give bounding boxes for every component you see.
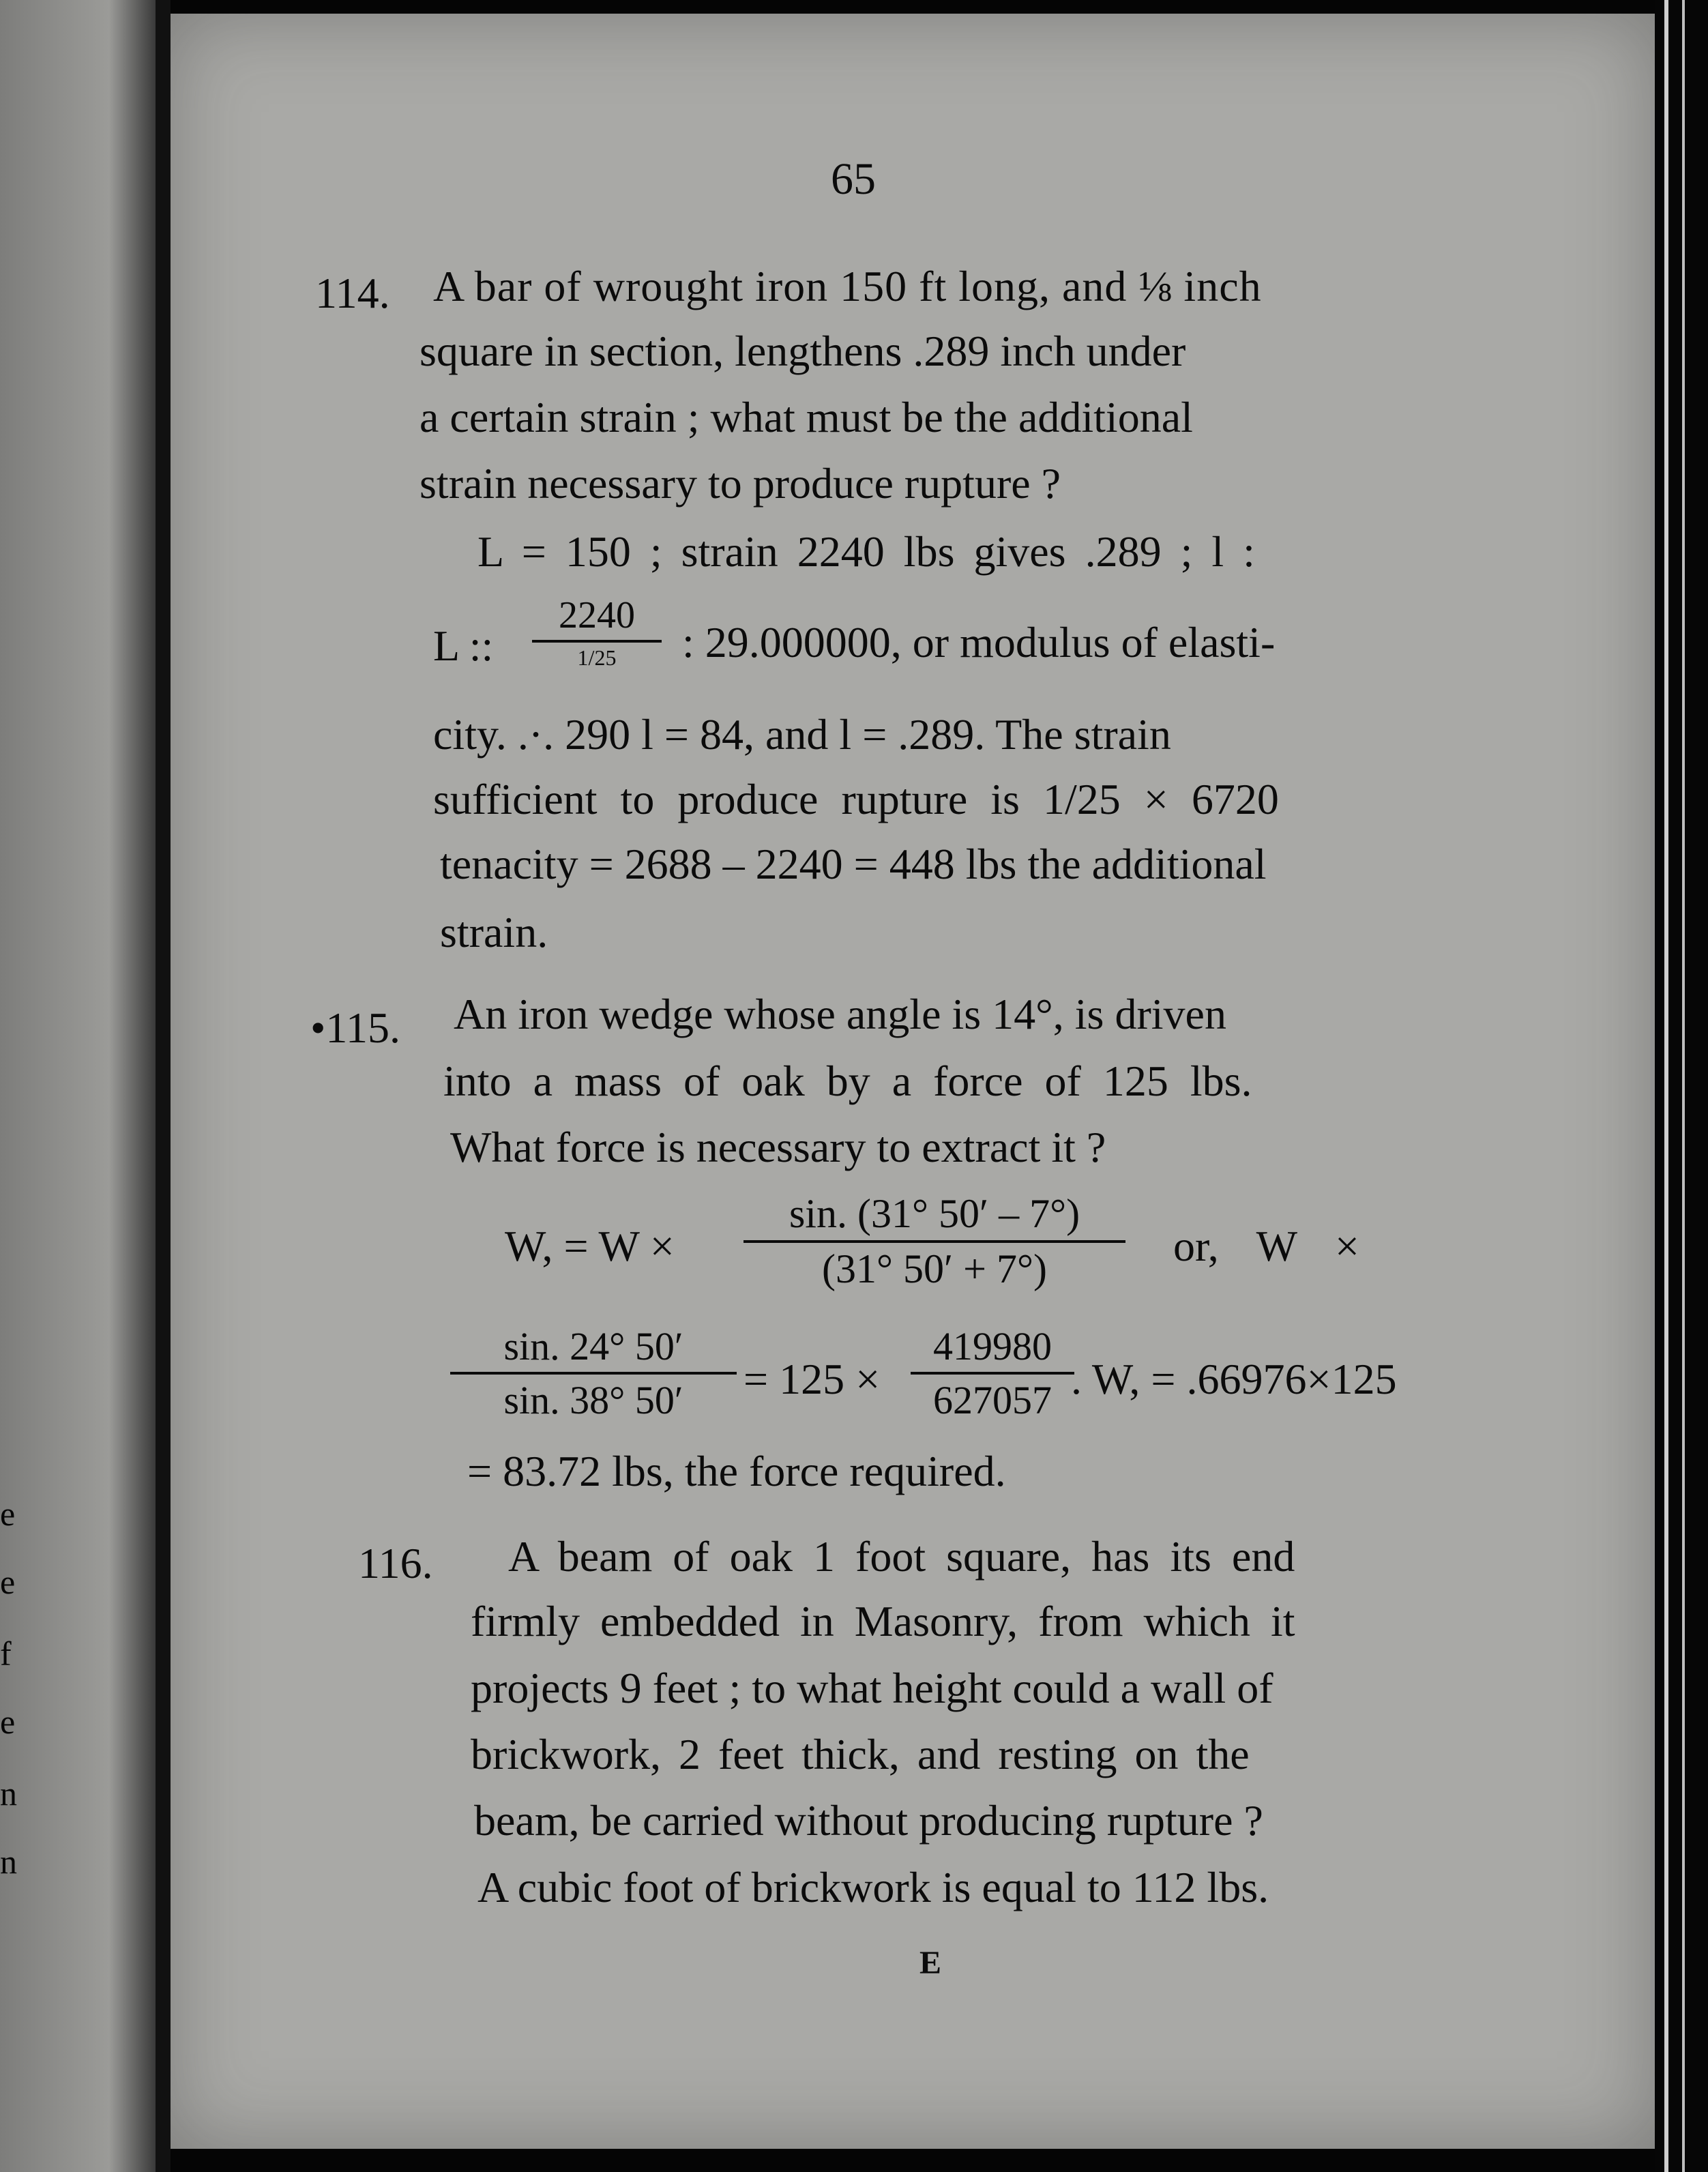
question-line: beam, be carried without producing rupture ?	[474, 1796, 1263, 1845]
solution-line: strain.	[440, 908, 548, 956]
fraction-denominator: 1/25	[577, 645, 617, 670]
equation-suffix: or, W ×	[1173, 1222, 1359, 1270]
question-line: a certain strain ; what must be the additional	[419, 393, 1193, 441]
solution-line: tenacity = 2688 – 2240 = 448 lbs the additional	[440, 840, 1267, 888]
question-line: What force is necessary to extract it ?	[450, 1123, 1106, 1171]
solution-line: : 29.000000, or modulus of elasti-	[682, 618, 1276, 666]
equation-suffix: . W, = .66976×125	[1071, 1355, 1397, 1403]
left-page-fragment: e	[0, 1703, 16, 1741]
left-page-fragment: n	[0, 1774, 17, 1813]
solution-line: city. .·. 290 l = 84, and l = .289. The strain	[433, 710, 1171, 759]
left-page-fragment: e	[0, 1563, 16, 1601]
question-line: A beam of oak 1 foot square, has its end	[508, 1532, 1295, 1581]
page-edge-line	[1664, 0, 1668, 2172]
left-page-shade	[0, 0, 156, 2172]
book-gutter	[156, 0, 171, 2172]
question-line: square in section, lengthens .289 inch under	[419, 327, 1186, 375]
fraction-bar	[743, 1240, 1125, 1243]
fraction-numerator: sin. (31° 50′ – 7°)	[789, 1191, 1080, 1236]
fraction-denominator: (31° 50′ + 7°)	[822, 1246, 1047, 1291]
fraction-denominator: sin. 38° 50′	[503, 1378, 683, 1422]
fraction	[532, 593, 662, 671]
signature-mark: E	[919, 1945, 942, 1981]
fraction-numerator: 2240	[559, 594, 635, 636]
solution-line: L ::	[433, 621, 494, 670]
fraction-numerator: sin. 24° 50′	[503, 1324, 683, 1368]
left-page-edge	[0, 0, 156, 2172]
problem-number: 116.	[358, 1539, 433, 1587]
question-line: projects 9 feet ; to what height could a wall of	[471, 1664, 1273, 1712]
solution-line: sufficient to produce rupture is 1/25 × 6720	[433, 775, 1279, 823]
problem-number: 114.	[315, 269, 390, 317]
left-page-fragment: f	[0, 1634, 12, 1673]
fraction-bar	[450, 1372, 737, 1375]
fraction-denominator: 627057	[933, 1378, 1052, 1422]
solution-line: = 83.72 lbs, the force required.	[467, 1447, 1006, 1495]
page-edge-line	[1682, 0, 1685, 2172]
scan-border	[1655, 0, 1708, 2172]
fraction-bar	[911, 1372, 1074, 1375]
question-line: into a mass of oak by a force of 125 lbs.	[443, 1057, 1252, 1105]
question-line: An iron wedge whose angle is 14°, is driven	[454, 990, 1226, 1038]
left-page-fragment: n	[0, 1843, 17, 1881]
question-line: strain necessary to produce rupture ?	[419, 459, 1061, 508]
question-line: firmly embedded in Masonry, from which it	[471, 1597, 1295, 1645]
question-line: brickwork, 2 feet thick, and resting on the	[471, 1730, 1250, 1778]
problem-number: •115.	[310, 1003, 401, 1052]
question-line: A bar of wrought iron 150 ft long, and ⅛ inch	[433, 262, 1262, 310]
equation-prefix: W, = W ×	[505, 1222, 675, 1270]
fraction	[743, 1190, 1125, 1293]
fraction-numerator: 419980	[933, 1324, 1052, 1368]
fraction-bar	[532, 640, 662, 643]
left-page-fragment: e	[0, 1495, 16, 1533]
page-number: 65	[831, 154, 876, 204]
solution-line: L = 150 ; strain 2240 lbs gives .289 ; l :	[477, 527, 1255, 576]
fraction	[450, 1323, 737, 1423]
fraction	[911, 1323, 1074, 1423]
question-line: A cubic foot of brickwork is equal to 112 lbs.	[477, 1863, 1269, 1911]
equation-mid: = 125 ×	[743, 1355, 881, 1403]
